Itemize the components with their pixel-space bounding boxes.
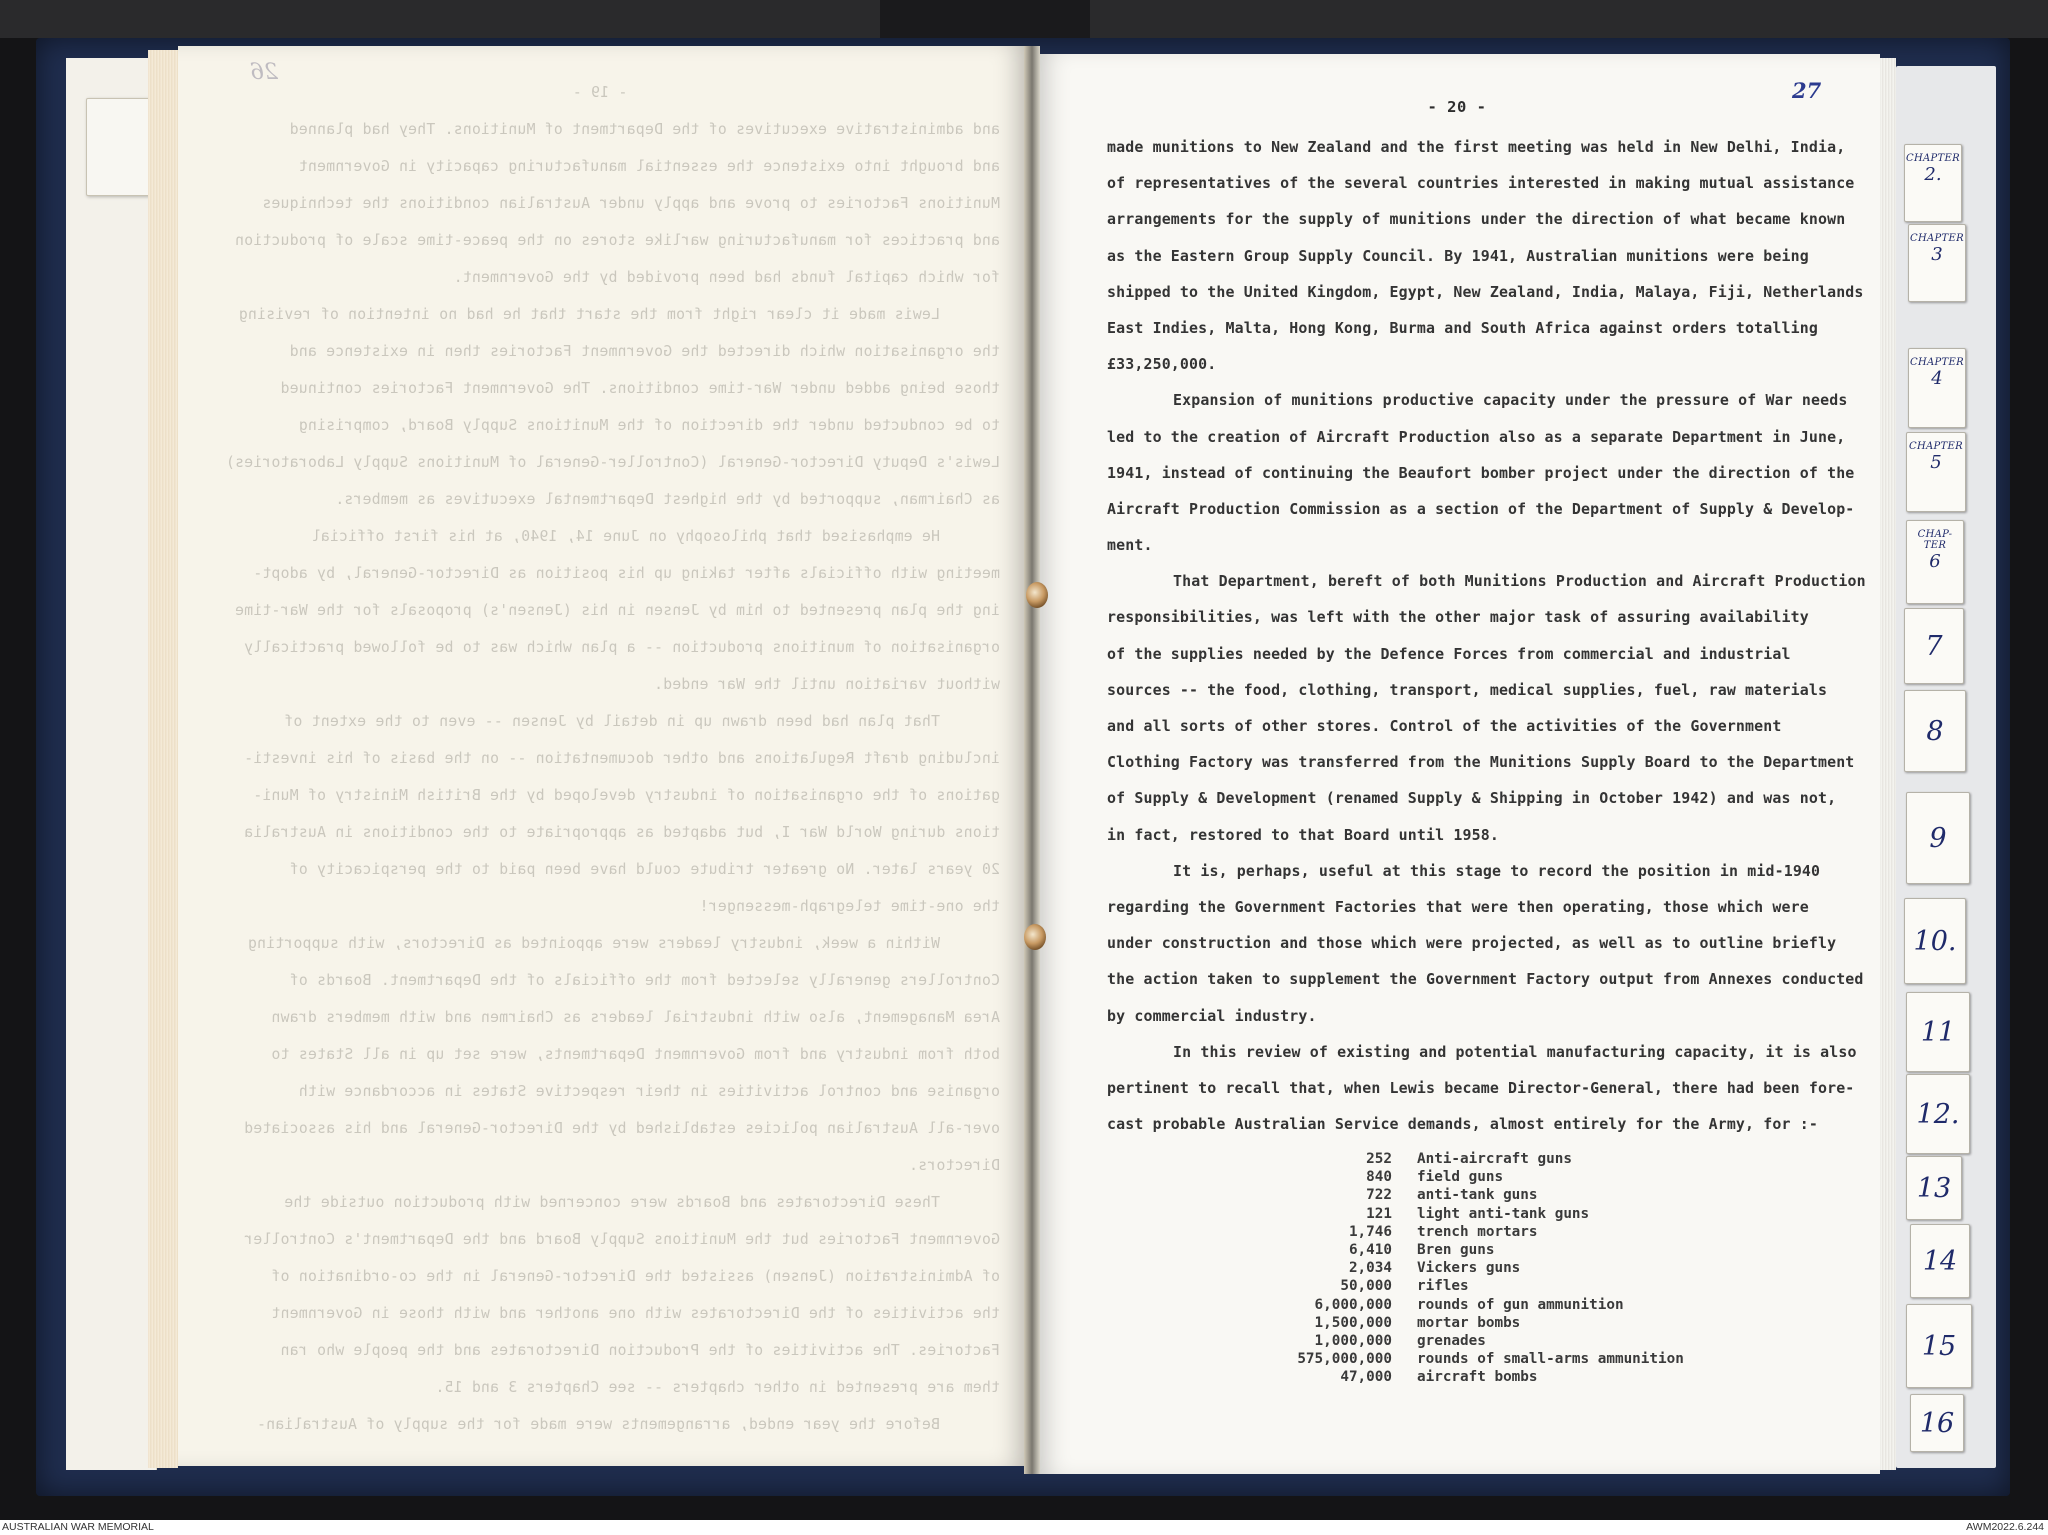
chapter-tab[interactable] [1906, 792, 1970, 884]
body-line: arrangements for the supply of munitions under the direction of what became known [1107, 210, 1846, 229]
bleed-through-line: those being added under War-time conditions. The Government Factories continued [280, 380, 1000, 397]
body-line: cast probable Australian Service demands, almost entirely for the Army, for :- [1107, 1115, 1818, 1134]
book-gutter [1024, 46, 1040, 1474]
chapter-tab-label: CHAPTER [1906, 153, 1960, 164]
right-page-edges [1880, 58, 1896, 1470]
footer-institution: AUSTRALIAN WAR MEMORIAL [2, 1521, 154, 1533]
chapter-tab-number: 9 [1929, 822, 1947, 854]
requirement-row [1270, 1277, 1684, 1295]
body-line: shipped to the United Kingdom, Egypt, New Zealand, India, Malaya, Fiji, Netherlands [1107, 282, 1864, 301]
body-line: under construction and those which were projected, as well as to outline briefly [1107, 934, 1837, 953]
bleed-through-line: That plan had been drawn up in detail by Jensen -- even to the extent of [284, 713, 940, 730]
chapter-tab-label: CHAPTER [1910, 357, 1964, 368]
requirement-row [1270, 1296, 1684, 1314]
body-line: pertinent to recall that, when Lewis became Director-General, there had been fore- [1107, 1078, 1855, 1097]
bleed-through-line: both from industry and from Government Departments, were set up in all States to [271, 1046, 1000, 1063]
bleed-through-line: Area Management, also with industrial leaders as Chairmen and with members drawn [271, 1009, 1000, 1026]
bleed-through-line: the organisation which directed the Government Factories then in existence and [289, 343, 1000, 360]
requirement-row [1270, 1205, 1684, 1223]
chapter-tab[interactable] [1904, 144, 1962, 222]
bleed-through-line: and brought into existence the essential manufacturing capacity in Government [298, 158, 1000, 175]
chapter-tab[interactable] [1904, 690, 1966, 772]
bleed-through-line: the activities of the Directorates with one another and with those in Government [271, 1305, 1000, 1322]
requirement-quantity: 1,500,000 [1314, 1314, 1392, 1331]
requirement-item: light anti-tank guns [1417, 1205, 1590, 1222]
body-line: East Indies, Malta, Hong Kong, Burma and South Africa against orders totalling [1107, 318, 1818, 337]
body-line: Aircraft Production Commission as a section of the Department of Supply & Develop- [1107, 499, 1855, 518]
chapter-tab-number: 12. [1916, 1098, 1960, 1130]
requirement-item: rifles [1417, 1278, 1469, 1295]
chapter-tab[interactable] [1906, 992, 1970, 1072]
bleed-through-line: Controllers generally selected from the officials of the Department. Boards of [289, 972, 1000, 989]
body-line: Expansion of munitions productive capacity under the pressure of War needs [1173, 391, 1848, 410]
requirement-row [1270, 1241, 1684, 1259]
body-line: sources -- the food, clothing, transport, medical supplies, fuel, raw materials [1107, 680, 1828, 699]
chapter-tab[interactable] [1906, 432, 1966, 512]
requirement-quantity: 50,000 [1340, 1278, 1392, 1295]
chapter-tab[interactable] [1906, 1156, 1962, 1220]
bleed-through-line: Factories. The activities of the Production Directorates and the people who ran [280, 1342, 1000, 1359]
requirement-row [1270, 1350, 1684, 1368]
requirement-row [1270, 1332, 1684, 1350]
bleed-through-line: He emphasised that philosophy on June 14, 1940, at his first official [311, 528, 940, 545]
requirement-item: Vickers guns [1417, 1260, 1521, 1277]
body-line: regarding the Government Factories that were then operating, those which were [1107, 897, 1809, 916]
requirement-quantity: 47,000 [1340, 1369, 1392, 1386]
chapter-tab[interactable] [1908, 348, 1966, 428]
requirement-quantity: 1,746 [1348, 1223, 1392, 1240]
requirement-row [1270, 1368, 1684, 1386]
chapter-tab-number: 3 [1931, 244, 1943, 265]
left-page-number: - 19 - [572, 84, 628, 101]
requirement-quantity: 1,000,000 [1314, 1332, 1392, 1349]
left-page-stack [148, 50, 178, 1468]
chapter-tab-number: 13 [1916, 1172, 1952, 1204]
body-line: in fact, restored to that Board until 1958. [1107, 825, 1499, 844]
requirement-item: Anti-aircraft guns [1417, 1151, 1572, 1167]
bleed-through-line: Munitions Factories to prove and apply under Australian conditions the techniques [262, 195, 1000, 212]
body-line: as the Eastern Group Supply Council. By 1941, Australian munitions were being [1107, 246, 1809, 265]
requirement-quantity: 6,410 [1348, 1241, 1392, 1258]
requirement-item: trench mortars [1417, 1223, 1538, 1240]
chapter-tab-number: 2. [1924, 164, 1942, 185]
chapter-tab-label: CHAPTER [1910, 233, 1964, 244]
requirement-quantity: 121 [1366, 1205, 1392, 1222]
bleed-through-line: of Administration (Jensen) assisted the Director-General in the co-ordination of [271, 1268, 1000, 1285]
bleed-through-line: them are presented in other chapters -- see Chapters 3 and 15. [435, 1379, 1000, 1396]
body-line: of representatives of the several countries interested in making mutual assistance [1107, 174, 1855, 193]
body-line: It is, perhaps, useful at this stage to record the position in mid-1940 [1173, 861, 1821, 880]
body-line: led to the creation of Aircraft Production also as a separate Department in June, [1107, 427, 1846, 446]
chapter-tab[interactable] [1904, 608, 1964, 684]
requirement-item: anti-tank guns [1417, 1187, 1538, 1204]
requirement-row [1270, 1314, 1684, 1332]
chapter-tab-number: 4 [1931, 368, 1943, 389]
chapter-tab-number: 15 [1921, 1330, 1957, 1362]
chapter-tab[interactable] [1906, 1304, 1972, 1388]
scan-top-band-left [0, 0, 880, 38]
chapter-tab[interactable] [1910, 1224, 1970, 1298]
bleed-through-line: without variation until the War ended. [653, 676, 1000, 693]
chapter-tab-label: CHAPTER [1909, 441, 1963, 452]
requirement-row [1270, 1259, 1684, 1277]
bleed-through-line: and practices for manufacturing warlike stores on the peace-time scale of production [234, 232, 1000, 249]
chapter-tab[interactable] [1904, 898, 1966, 984]
binding-staple-top [1026, 582, 1048, 608]
chapter-tab-number: 16 [1919, 1407, 1955, 1439]
left-page-archival-number: 26 [250, 60, 278, 85]
body-line: 1941, instead of continuing the Beaufort bomber project under the direction of the [1107, 463, 1855, 482]
archival-page-number: 27 [1792, 78, 1822, 103]
requirement-row [1270, 1150, 1684, 1168]
bleed-through-line: the one-time telegraph-messenger! [699, 898, 1000, 915]
requirement-quantity: 6,000,000 [1314, 1296, 1392, 1313]
bleed-through-line: tions during World War I, but adapted as appropriate to the conditions in Australia [243, 824, 1000, 841]
bleed-through-line: Government Factories but the Munitions Supply Board and the Department's Controller [243, 1231, 1000, 1248]
chapter-tab-number: 11 [1920, 1016, 1956, 1048]
bleed-through-line: Directors. [908, 1157, 1000, 1174]
bleed-through-line: Within a week, industry leaders were appointed as Directors, with supporting [247, 935, 940, 952]
body-line: of the supplies needed by the Defence Forces from commercial and industrial [1107, 644, 1791, 663]
body-line: of Supply & Development (renamed Supply & Shipping in October 1942) and was not, [1107, 789, 1837, 808]
bleed-through-line: organise and control activities in their respective States in accordance with [298, 1083, 1000, 1100]
body-line: responsibilities, was left with the other major task of assuring availability [1107, 608, 1809, 627]
chapter-tab[interactable] [1910, 1394, 1964, 1452]
requirement-item: aircraft bombs [1417, 1369, 1538, 1386]
document-body [1107, 129, 1869, 1142]
bleed-through-line: Before the year ended, arrangements were made for the supply of Australian- [256, 1416, 940, 1433]
footer-bar [0, 1520, 2048, 1535]
chapter-tab-number: 6 [1929, 551, 1941, 572]
requirement-item: rounds of gun ammunition [1417, 1296, 1624, 1313]
requirement-row [1270, 1168, 1684, 1186]
body-line: ment. [1107, 536, 1153, 555]
bleed-through-line: These Directorates and Boards were concerned with production outside the [284, 1194, 940, 1211]
bleed-through-line: including draft Regulations and other documentation -- on the basis of his investi- [243, 750, 1000, 767]
bleed-through-line: Lewis made it clear right from the start that he had no intention of revising [238, 306, 940, 323]
body-line: That Department, bereft of both Munitions Production and Aircraft Production [1173, 572, 1866, 591]
body-line: the action taken to supplement the Government Factory output from Annexes conducted [1107, 970, 1864, 989]
requirement-quantity: 2,034 [1348, 1260, 1392, 1277]
body-line: In this review of existing and potential manufacturing capacity, it is also [1173, 1042, 1857, 1061]
chapter-tab[interactable] [1906, 520, 1964, 604]
requirement-quantity: 722 [1366, 1187, 1392, 1204]
bleed-through-line: organisation of munitions production -- a plan which was to be followed practically [243, 639, 1000, 656]
bleed-through-line: to be conducted under the direction of the Munitions Supply Board, comprising [298, 417, 1000, 434]
chapter-tab[interactable] [1906, 1074, 1970, 1154]
binding-staple-bottom [1024, 924, 1046, 950]
body-line: £33,250,000. [1107, 355, 1217, 374]
requirement-item: Bren guns [1417, 1241, 1495, 1258]
body-line: by commercial industry. [1107, 1006, 1317, 1025]
page-number: - 20 - [1427, 98, 1487, 116]
requirement-item: rounds of small-arms ammunition [1417, 1351, 1684, 1368]
bleed-through-line: gations of the organisation of industry developed by the British Ministry of Muni- [253, 787, 1000, 804]
chapter-tab-number: 7 [1925, 630, 1943, 662]
chapter-tab-number: 14 [1922, 1245, 1958, 1277]
scan-top-band-right [1090, 0, 2048, 38]
bleed-through-line: for which capital funds had been provided by the Government. [453, 269, 1000, 286]
bleed-through-line: Lewis's Deputy Director-General (Controller-General of Munitions Supply Laboratories) [225, 454, 1000, 471]
requirement-item: mortar bombs [1417, 1314, 1521, 1331]
chapter-tab-number: 10. [1913, 925, 1957, 957]
bleed-through-line: ing the plan presented to him by Jensen in his (Jensen's) proposals for the War-time [234, 602, 1000, 619]
bleed-through-line: 20 years later. No greater tribute could have been paid to the perspicacity of [289, 861, 1000, 878]
chapter-tab-number: 8 [1926, 715, 1944, 747]
chapter-tab[interactable] [1908, 224, 1966, 302]
bleed-through-line: as Chairman, supported by the highest Departmental executives as members. [335, 491, 1000, 508]
requirement-quantity: 575,000,000 [1297, 1351, 1392, 1368]
requirement-quantity: 252 [1366, 1151, 1392, 1167]
body-line: and all sorts of other stores. Control of the activities of the Government [1107, 717, 1782, 735]
munitions-requirements-list [1270, 1150, 1684, 1386]
body-line: Clothing Factory was transferred from the Munitions Supply Board to the Department [1107, 753, 1855, 772]
flyleaf [66, 58, 157, 1470]
requirement-row [1270, 1186, 1684, 1204]
requirement-item: field guns [1417, 1169, 1504, 1186]
body-line: made munitions to New Zealand and the first meeting was held in New Delhi, India, [1107, 138, 1846, 156]
chapter-tab-label: CHAP-TER [1917, 529, 1953, 551]
left-page-bleed-through-text [200, 74, 1000, 1454]
requirement-quantity: 840 [1366, 1169, 1392, 1186]
requirement-row [1270, 1223, 1684, 1241]
bleed-through-line: meeting with officials after taking up his position as Director-General, by adopt- [253, 565, 1000, 582]
requirement-item: grenades [1417, 1332, 1486, 1349]
scan-top-band [0, 0, 2048, 38]
bleed-through-line: and administrative executives of the Department of Munitions. They had planned [289, 121, 1000, 138]
footer-accession-number: AWM2022.6.244 [1966, 1521, 2044, 1533]
bleed-through-line: over-all Australian policies established by the Director-General and his associated [243, 1120, 1000, 1137]
chapter-tab-number: 5 [1930, 452, 1942, 473]
